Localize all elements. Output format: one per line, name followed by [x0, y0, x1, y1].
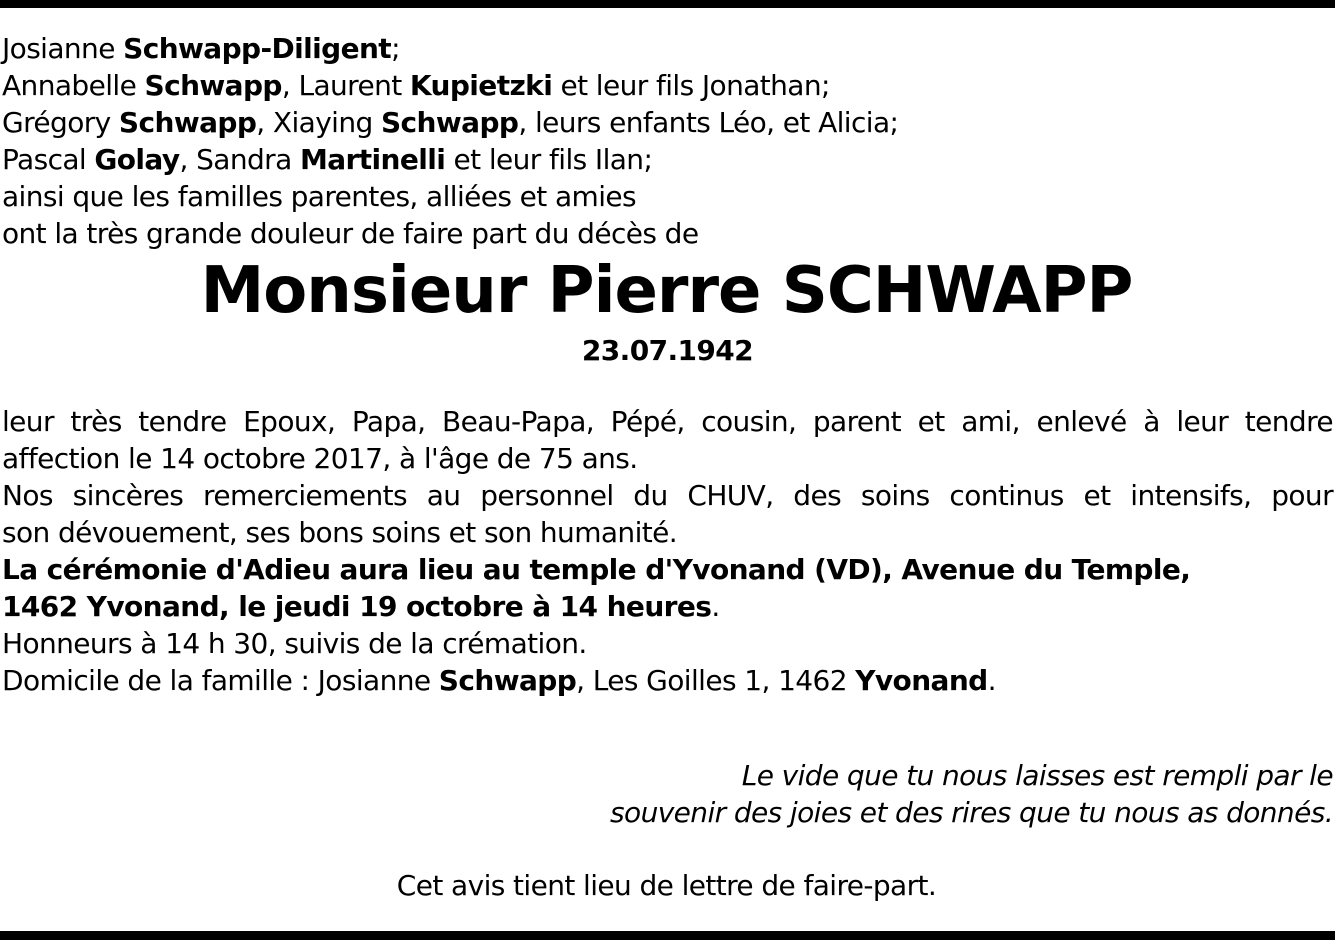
quote-line-1: Le vide que tu nous laisses est rempli par le [741, 759, 1333, 792]
tribute-line-2: affection le 14 octobre 2017, à l'âge de 75 ans. [2, 442, 638, 475]
domicile-line [2, 662, 1333, 699]
thanks-line-1: Nos sincères remerciements au personnel du CHUV, des soins continus et intensifs, pour [2, 479, 1333, 512]
text-segment: ; [391, 32, 400, 65]
family-list [2, 30, 1333, 178]
intro-line-2: ont la très grande douleur de faire part du décès de [2, 217, 699, 250]
surname: Schwapp [144, 69, 282, 102]
family-line-3 [2, 104, 1333, 141]
text-segment: , Laurent [281, 69, 410, 102]
honours-line: Honneurs à 14 h 30, suivis de la crémation. [2, 627, 587, 660]
thanks-line-2: son dévouement, ses bons soins et son humanité. [2, 516, 678, 549]
text-segment: , Xiaying [256, 106, 381, 139]
surname: Schwapp [118, 106, 257, 139]
surname: Yvonand [855, 664, 988, 697]
ceremony-period: . [711, 590, 720, 623]
ceremony-line-1 [2, 551, 1333, 588]
surname: Golay [94, 143, 180, 176]
bottom-rule [0, 931, 1335, 940]
family-line-2 [2, 67, 1333, 104]
text-segment: Domicile de la famille : Josianne [2, 664, 439, 697]
birth-date: 23.07.1942 [581, 334, 754, 367]
ceremony-line-2 [2, 588, 1333, 625]
surname: Schwapp-Diligent [123, 32, 392, 65]
ceremony-text-2: 1462 Yvonand, le jeudi 19 octobre à 14 heures [2, 590, 712, 623]
intro-line-1: ainsi que les familles parentes, alliées et amies [2, 180, 637, 213]
text-segment: Pascal [2, 143, 95, 176]
quote-line-2: souvenir des joies et des rires que tu nous as donnés. [610, 796, 1333, 829]
text-segment: , Les Goilles 1, 1462 [576, 664, 856, 697]
tribute-line-1: leur très tendre Epoux, Papa, Beau-Papa, Pépé, cousin, parent et ami, enlevé à leur tendre [2, 405, 1333, 438]
text-segment: , Sandra [179, 143, 300, 176]
ceremony-text-1: La cérémonie d'Adieu aura lieu au temple d'Yvonand (VD), Avenue du Temple, [2, 553, 1191, 586]
text-segment: et leur fils Ilan; [445, 143, 653, 176]
text-segment: , leurs enfants Léo, et Alicia; [518, 106, 899, 139]
text-segment: et leur fils Jonathan; [552, 69, 830, 102]
text-segment: Josianne [2, 32, 124, 65]
quote [2, 757, 1333, 831]
family-line-1 [2, 30, 1333, 67]
surname: Schwapp [380, 106, 519, 139]
obituary-notice [2, 30, 1333, 904]
surname: Kupietzki [409, 69, 553, 102]
deceased-name: Monsieur Pierre SCHWAPP [200, 254, 1133, 328]
text-segment: . [987, 664, 996, 697]
family-line-4 [2, 141, 1333, 178]
faire-part-notice: Cet avis tient lieu de lettre de faire-part. [396, 869, 937, 902]
top-rule [0, 0, 1335, 8]
text-segment: Grégory [2, 106, 119, 139]
text-segment: Annabelle [2, 69, 145, 102]
surname: Schwapp [438, 664, 577, 697]
surname: Martinelli [299, 143, 446, 176]
